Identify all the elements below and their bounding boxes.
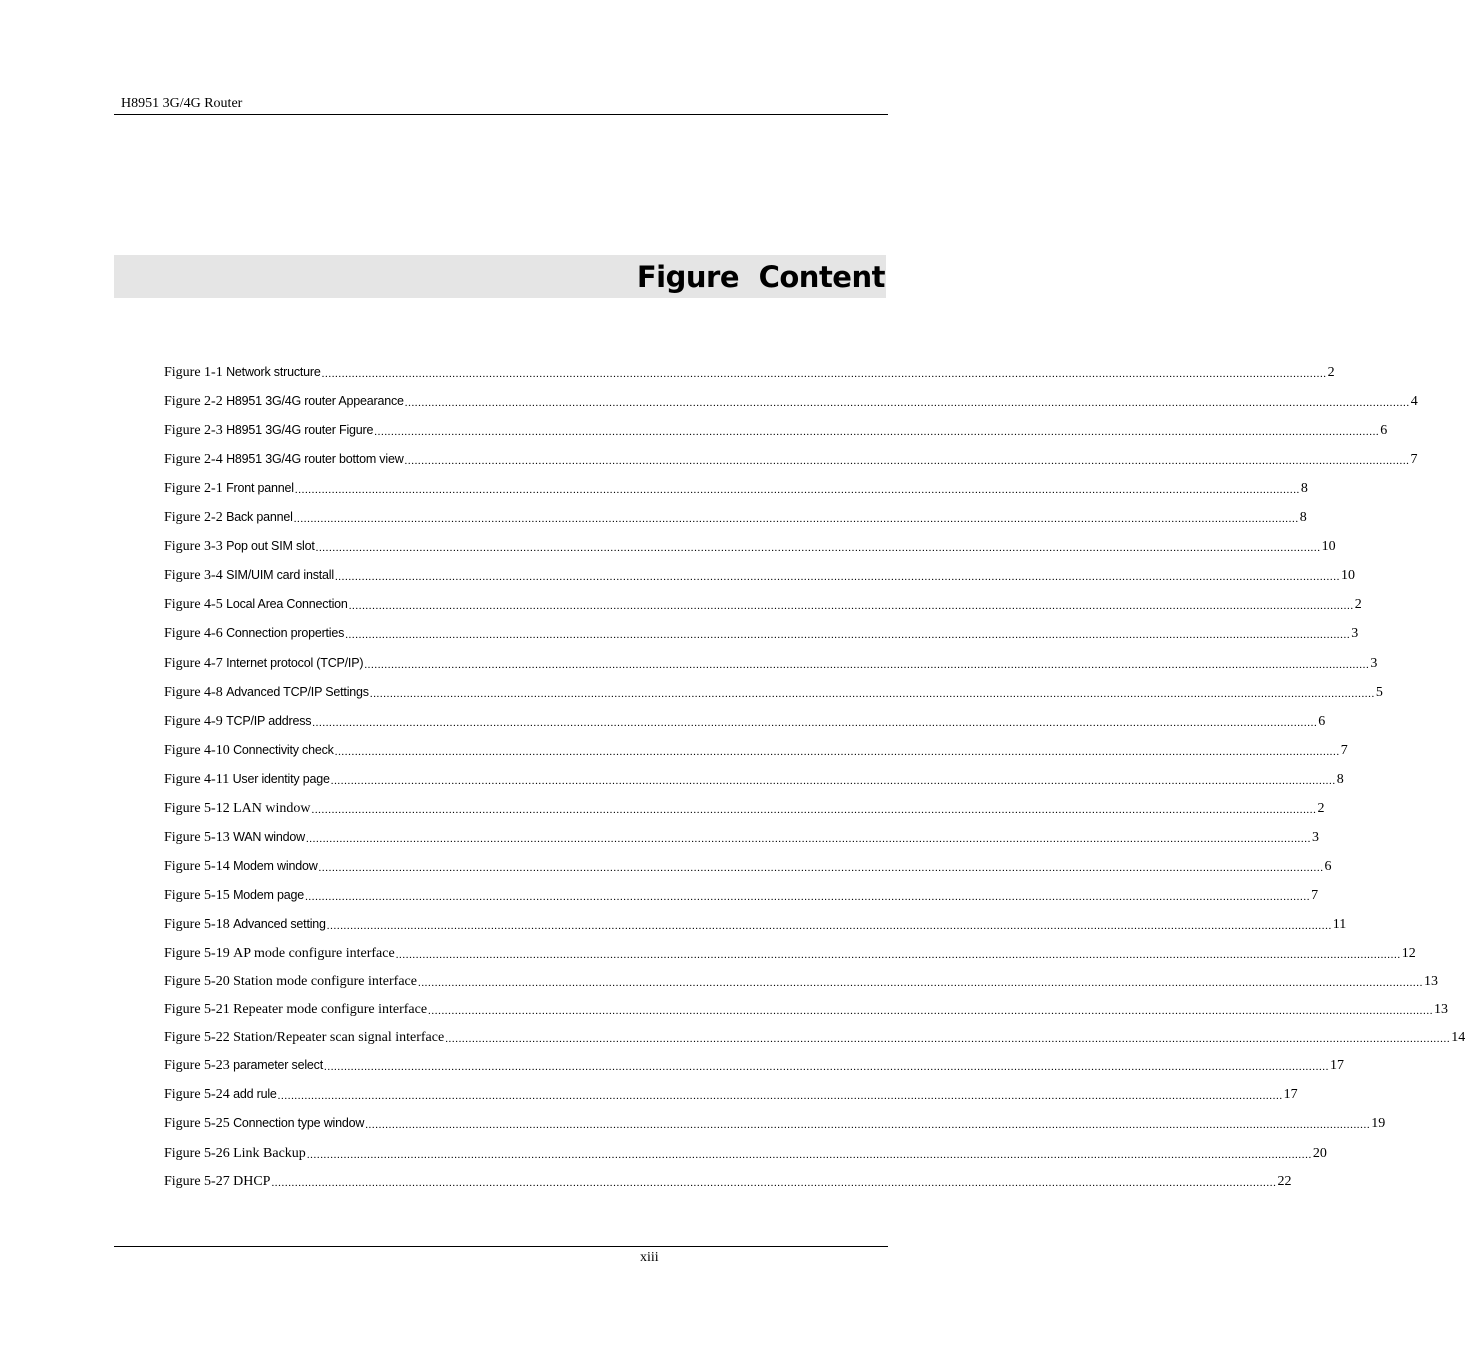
toc-figure-number: Figure 4-9 <box>164 714 223 729</box>
toc-entry[interactable] <box>164 479 1308 497</box>
footer-page-number: xiii <box>640 1250 659 1265</box>
toc-entry-label <box>164 364 321 381</box>
toc-figure-number: Figure 2-1 <box>164 481 223 496</box>
toc-figure-number: Figure 5-27 <box>164 1174 230 1189</box>
toc-page-number: 6 <box>1318 714 1326 729</box>
toc-page-number: 22 <box>1277 1174 1292 1189</box>
toc-caption: WAN window <box>233 830 305 844</box>
toc-entry[interactable] <box>164 537 1336 555</box>
toc-page-number: 14 <box>1451 1030 1465 1045</box>
toc-entry[interactable] <box>164 828 1319 846</box>
toc-entry[interactable] <box>164 857 1332 875</box>
section-title: Figure Content <box>636 260 885 294</box>
toc-entry[interactable] <box>164 450 1418 468</box>
toc-entry-label <box>164 684 369 701</box>
toc-figure-number: Figure 5-22 <box>164 1030 230 1045</box>
toc-entry[interactable] <box>164 712 1326 730</box>
toc-entry[interactable] <box>164 741 1348 759</box>
toc-entry-label <box>164 742 334 759</box>
toc-page-number: 2 <box>1354 597 1362 612</box>
toc-caption: Internet protocol (TCP/IP) <box>226 656 364 670</box>
toc-entry-label <box>164 829 305 846</box>
toc-figure-number: Figure 4-5 <box>164 597 223 612</box>
toc-dot-leader: ............................................................................................................................................................................................................................................................................................................ <box>404 455 1410 467</box>
toc-figure-number: Figure 4-6 <box>164 626 223 641</box>
toc-page-number: 13 <box>1423 974 1438 989</box>
toc-page-number: 4 <box>1410 394 1418 409</box>
toc-entry[interactable] <box>164 972 1438 990</box>
toc-entry-label <box>164 538 315 555</box>
toc-entry[interactable] <box>164 1144 1327 1162</box>
toc-caption: Modem window <box>233 859 318 873</box>
toc-dot-leader: ............................................................................................................................................................................................................................................................................................................ <box>306 1149 1312 1161</box>
toc-page-number: 8 <box>1300 481 1308 496</box>
toc-page-number: 3 <box>1351 626 1359 641</box>
toc-entry[interactable] <box>164 915 1347 933</box>
toc-caption: Connectivity check <box>233 743 334 757</box>
toc-page-number: 13 <box>1434 1002 1449 1017</box>
toc-entry[interactable] <box>164 363 1335 381</box>
toc-caption: H8951 3G/4G router Figure <box>226 423 374 437</box>
toc-page-number: 7 <box>1340 743 1348 758</box>
toc-entry[interactable] <box>164 566 1355 584</box>
toc-entry[interactable] <box>164 392 1418 410</box>
toc-figure-number: Figure 4-7 <box>164 656 223 671</box>
toc-entry-label <box>164 713 311 730</box>
toc-entry[interactable] <box>164 1028 1465 1046</box>
toc-caption: parameter select <box>233 1058 323 1072</box>
toc-dot-leader: ............................................................................................................................................................................................................................................................................................................ <box>374 426 1380 438</box>
toc-caption: Network structure <box>226 365 321 379</box>
toc-dot-leader: ............................................................................................................................................................................................................................................................................................................ <box>428 1005 1434 1017</box>
toc-dot-leader: ............................................................................................................................................................................................................................................................................................................ <box>334 571 1340 583</box>
toc-entry-label <box>164 916 326 933</box>
toc-figure-number: Figure 5-12 <box>164 801 230 816</box>
toc-entry-label <box>164 1145 306 1162</box>
toc-dot-leader: ............................................................................................................................................................................................................................................................................................................ <box>364 659 1370 671</box>
toc-entry-label <box>164 567 334 584</box>
toc-caption: AP mode configure interface <box>233 946 395 961</box>
toc-dot-leader: ............................................................................................................................................................................................................................................................................................................ <box>271 1177 1277 1189</box>
toc-caption: Advanced TCP/IP Settings <box>226 685 369 699</box>
toc-figure-number: Figure 1-1 <box>164 365 223 380</box>
toc-dot-leader: ............................................................................................................................................................................................................................................................................................................ <box>330 775 1336 787</box>
toc-page-number: 2 <box>1327 365 1335 380</box>
toc-caption: H8951 3G/4G router bottom view <box>226 452 404 466</box>
toc-figure-number: Figure 2-2 <box>164 394 223 409</box>
toc-figure-number: Figure 5-21 <box>164 1002 230 1017</box>
toc-caption: Station/Repeater scan signal interface <box>233 1030 445 1045</box>
toc-page-number: 3 <box>1370 656 1378 671</box>
toc-caption: User identity page <box>232 772 330 786</box>
toc-page-number: 3 <box>1311 830 1319 845</box>
toc-page-number: 5 <box>1375 685 1383 700</box>
toc-page-number: 19 <box>1371 1116 1386 1131</box>
toc-page-number: 20 <box>1312 1146 1327 1161</box>
toc-dot-leader: ............................................................................................................................................................................................................................................................................................................ <box>294 484 1300 496</box>
toc-page-number: 6 <box>1380 423 1388 438</box>
toc-entry[interactable] <box>164 595 1362 613</box>
toc-entry-label <box>164 655 363 672</box>
toc-caption: DHCP <box>233 1174 271 1189</box>
toc-dot-leader: ............................................................................................................................................................................................................................................................................................................ <box>348 600 1354 612</box>
toc-entry[interactable] <box>164 1172 1292 1190</box>
toc-figure-number: Figure 2-4 <box>164 452 223 467</box>
toc-dot-leader: ............................................................................................................................................................................................................................................................................................................ <box>324 1061 1329 1073</box>
toc-dot-leader: ............................................................................................................................................................................................................................................................................................................ <box>404 397 1410 409</box>
toc-dot-leader: ............................................................................................................................................................................................................................................................................................................ <box>445 1033 1451 1045</box>
toc-entry-label <box>164 1086 277 1103</box>
toc-figure-number: Figure 5-26 <box>164 1146 230 1161</box>
toc-figure-number: Figure 5-14 <box>164 859 230 874</box>
toc-entry-label <box>164 945 395 962</box>
toc-caption: LAN window <box>233 801 311 816</box>
page-footer <box>114 1246 888 1265</box>
toc-dot-leader: ............................................................................................................................................................................................................................................................................................................ <box>315 542 1321 554</box>
toc-figure-number: Figure 5-15 <box>164 888 230 903</box>
toc-entry-label <box>164 800 310 817</box>
toc-caption: Back pannel <box>226 510 293 524</box>
toc-caption: add rule <box>233 1087 277 1101</box>
toc-figure-number: Figure 3-3 <box>164 539 223 554</box>
toc-entry-label <box>164 422 373 439</box>
toc-figure-number: Figure 5-19 <box>164 946 230 961</box>
header-title: H8951 3G/4G Router <box>121 96 243 111</box>
toc-entry[interactable] <box>164 770 1344 788</box>
toc-caption: Front pannel <box>226 481 294 495</box>
toc-caption: Pop out SIM slot <box>226 539 315 553</box>
toc-entry[interactable] <box>164 1114 1386 1132</box>
toc-dot-leader: ............................................................................................................................................................................................................................................................................................................ <box>277 1090 1283 1102</box>
toc-caption: Local Area Connection <box>226 597 348 611</box>
toc-dot-leader: ............................................................................................................................................................................................................................................................................................................ <box>318 862 1324 874</box>
toc-entry-label <box>164 480 294 497</box>
toc-entry[interactable] <box>164 799 1325 817</box>
toc-dot-leader: ............................................................................................................................................................................................................................................................................................................ <box>365 1119 1371 1131</box>
toc-page-number: 2 <box>1317 801 1325 816</box>
toc-dot-leader: ............................................................................................................................................................................................................................................................................................................ <box>369 688 1375 700</box>
toc-entry-label <box>164 509 293 526</box>
section-banner <box>114 255 886 298</box>
toc-figure-number: Figure 4-11 <box>164 772 230 787</box>
toc-caption: Repeater mode configure interface <box>233 1002 428 1017</box>
toc-caption: H8951 3G/4G router Appearance <box>226 394 404 408</box>
toc-entry-label <box>164 625 344 642</box>
toc-entry[interactable] <box>164 1056 1344 1074</box>
toc-caption: Advanced setting <box>233 917 326 931</box>
toc-entry[interactable] <box>164 654 1378 672</box>
toc-caption: Modem page <box>233 888 305 902</box>
toc-caption: Connection properties <box>226 626 345 640</box>
toc-entry[interactable] <box>164 683 1383 701</box>
toc-entry[interactable] <box>164 1085 1298 1103</box>
toc-entry-label <box>164 973 417 990</box>
toc-dot-leader: ............................................................................................................................................................................................................................................................................................................ <box>395 949 1401 961</box>
toc-dot-leader: ............................................................................................................................................................................................................................................................................................................ <box>321 368 1327 380</box>
toc-entry-label <box>164 1001 427 1018</box>
toc-figure-number: Figure 2-2 <box>164 510 223 525</box>
toc-dot-leader: ............................................................................................................................................................................................................................................................................................................ <box>334 746 1340 758</box>
toc-page-number: 10 <box>1321 539 1336 554</box>
toc-entry[interactable] <box>164 624 1359 642</box>
toc-entry-label <box>164 1029 444 1046</box>
toc-page-number: 10 <box>1340 568 1355 583</box>
toc-figure-number: Figure 2-3 <box>164 423 223 438</box>
toc-entry[interactable] <box>164 508 1307 526</box>
toc-entry-label <box>164 451 404 468</box>
toc-entry[interactable] <box>164 886 1319 904</box>
toc-caption: SIM/UIM card install <box>226 568 334 582</box>
page-header <box>114 96 888 115</box>
toc-page-number: 7 <box>1311 888 1319 903</box>
toc-figure-number: Figure 4-10 <box>164 743 230 758</box>
toc-page-number: 17 <box>1330 1058 1344 1073</box>
toc-dot-leader: ............................................................................................................................................................................................................................................................................................................ <box>305 833 1311 845</box>
toc-page-number: 8 <box>1336 772 1344 787</box>
toc-entry-label <box>164 1057 323 1074</box>
toc-figure-number: Figure 5-13 <box>164 830 230 845</box>
toc-caption: Station mode configure interface <box>233 974 417 989</box>
toc-figure-number: Figure 4-8 <box>164 685 223 700</box>
toc-entry-label <box>164 393 404 410</box>
toc-caption: Connection type window <box>233 1116 365 1130</box>
toc-dot-leader: ............................................................................................................................................................................................................................................................................................................ <box>305 891 1311 903</box>
toc-page-number: 6 <box>1324 859 1332 874</box>
toc-page-number: 11 <box>1332 917 1347 932</box>
toc-entry-label <box>164 1115 364 1132</box>
toc-dot-leader: ............................................................................................................................................................................................................................................................................................................ <box>417 977 1423 989</box>
toc-figure-number: Figure 5-24 <box>164 1087 230 1102</box>
toc-page-number: 8 <box>1299 510 1307 525</box>
toc-caption: TCP/IP address <box>226 714 312 728</box>
toc-entry[interactable] <box>164 421 1388 439</box>
toc-entry-label <box>164 771 330 788</box>
toc-page-number: 7 <box>1410 452 1418 467</box>
toc-page-number: 17 <box>1283 1087 1298 1102</box>
toc-figure-number: Figure 5-18 <box>164 917 230 932</box>
toc-page-number: 12 <box>1401 946 1416 961</box>
toc-dot-leader: ............................................................................................................................................................................................................................................................................................................ <box>293 513 1299 525</box>
toc-entry-label <box>164 1173 270 1190</box>
toc-figure-number: Figure 5-20 <box>164 974 230 989</box>
toc-entry-label <box>164 596 348 613</box>
toc-dot-leader: ............................................................................................................................................................................................................................................................................................................ <box>326 920 1332 932</box>
toc-figure-number: Figure 3-4 <box>164 568 223 583</box>
toc-entry[interactable] <box>164 944 1416 962</box>
toc-dot-leader: ............................................................................................................................................................................................................................................................................................................ <box>312 717 1318 729</box>
toc-figure-number: Figure 5-23 <box>164 1058 230 1073</box>
toc-dot-leader: ............................................................................................................................................................................................................................................................................................................ <box>345 629 1351 641</box>
toc-dot-leader: ............................................................................................................................................................................................................................................................................................................ <box>311 804 1317 816</box>
toc-figure-number: Figure 5-25 <box>164 1116 230 1131</box>
toc-entry-label <box>164 887 304 904</box>
toc-entry-label <box>164 858 318 875</box>
toc-entry[interactable] <box>164 1000 1449 1018</box>
toc-caption: Link Backup <box>233 1146 306 1161</box>
